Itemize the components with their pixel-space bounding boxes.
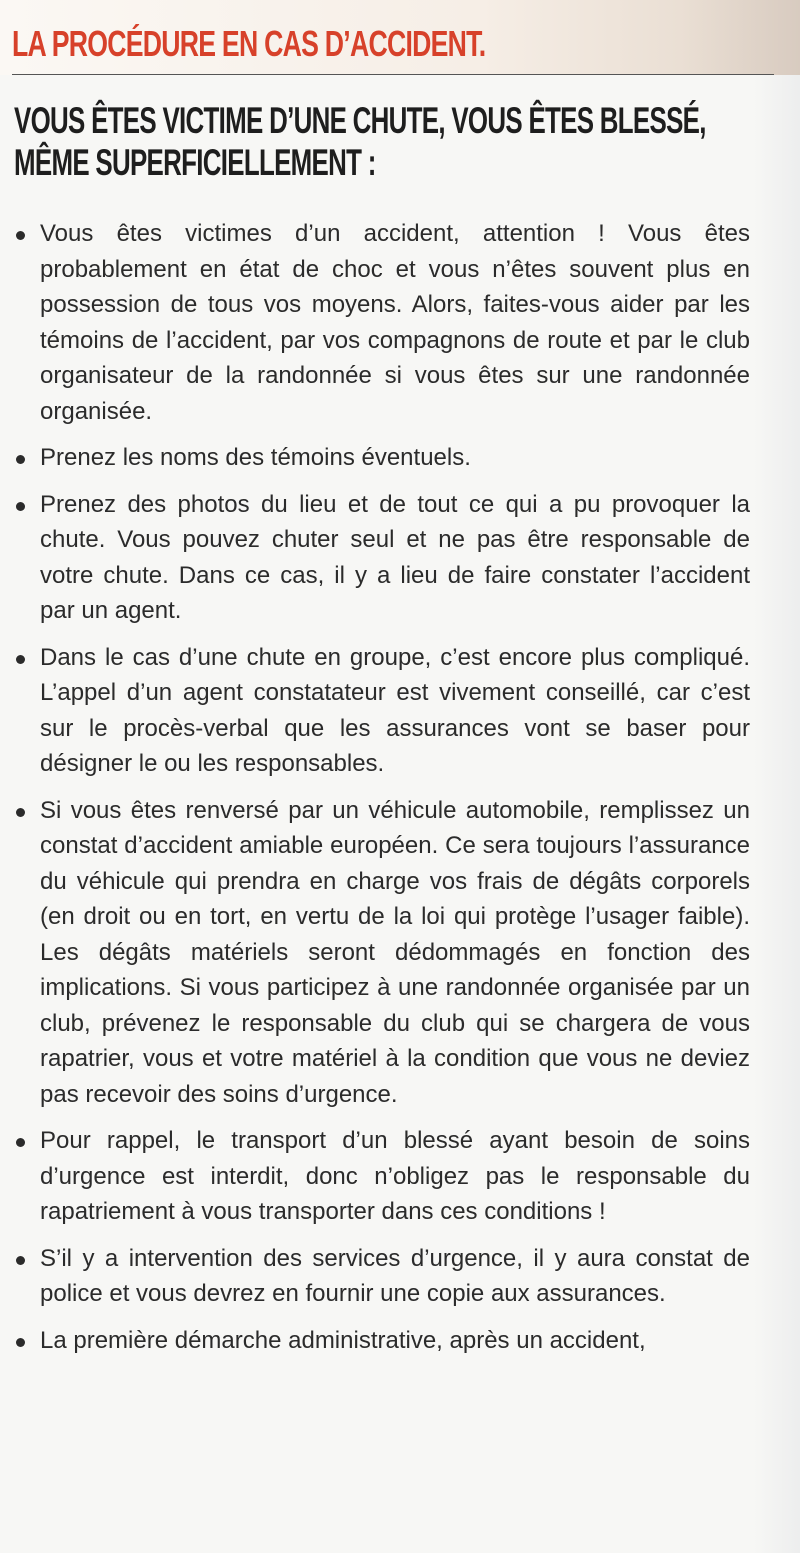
bullet-item [14,487,750,629]
page-edge-shadow [754,75,800,1553]
bullet-dot-icon [16,1138,25,1147]
bullet-dot-icon [16,1256,25,1265]
bullet-dot-icon [16,655,25,664]
bullet-text: Prenez des photos du lieu et de tout ce qui a pu provoquer la chute. Vous pouvez chuter seul et ne pas être responsable de votre chute. Dans ce cas, il y a lieu de faire constater l’accident par un agent. [40,490,750,624]
bullet-text: Si vous êtes renversé par un véhicule automobile, remplissez un constat d’accident amiable européen. Ce sera toujours l’assurance du véhicule qui prendra en charge vos frais de dégâts corporels (en droit ou en tort, en vertu de la loi qui protège l’usager faible). Les dégâts matériels seront dédommagés en fonction des implications. Si vous participez à une randonnée organisée par un club, prévenez le responsable du club qui se chargera de vous rapatrier, vous et votre matériel à la condition que vous ne deviez pas recevoir des soins d’urgence. [40,796,750,1108]
headline [14,100,714,184]
bullet-item [14,793,750,1113]
section-title: LA PROCÉDURE EN CAS D’ACCIDENT. [12,23,486,64]
title-divider [12,74,774,75]
bullet-item [14,1241,750,1312]
bullet-item [14,440,750,476]
headline-line-1: VOUS ÊTES VICTIME D’UNE CHUTE, VOUS ÊTES BLESSÉ, [14,100,706,141]
bullet-text: La première démarche administrative, après un accident, [40,1326,646,1354]
bullet-text: Pour rappel, le transport d’un blessé ayant besoin de soins d’urgence est interdit, donc n’obligez pas le responsable du rapatriement à vous transporter dans ces conditions ! [40,1127,750,1225]
bullet-text: Prenez les noms des témoins éventuels. [40,444,471,471]
bullet-dot-icon [16,455,25,464]
bullet-dot-icon [16,808,25,817]
bullet-item [14,1123,750,1230]
bullet-text: Vous êtes victimes d’un accident, attention ! Vous êtes probablement en état de choc et vous n’êtes souvent plus en possession de tous vos moyens. Alors, faites-vous aider par les témoins de l’accident, par vos compagnons de route et par le club organisateur de la randonnée si vous êtes sur une randonnée organisée. [40,220,750,425]
bullet-text: S’il y a intervention des services d’urgence, il y aura constat de police et vous devrez en fournir une copie aux assurances. [40,1244,750,1307]
bullet-dot-icon [16,1338,25,1347]
headline-line-2: MÊME SUPERFICIELLEMENT : [14,142,376,183]
bullet-dot-icon [16,502,25,511]
bullet-item [14,1323,750,1359]
bullet-item [14,216,750,429]
bullet-dot-icon [16,231,25,240]
bullet-list [14,216,750,1369]
bullet-item [14,640,750,782]
bullet-text: Dans le cas d’une chute en groupe, c’est encore plus compliqué. L’appel d’un agent constatateur est vivement conseillé, car c’est sur le procès-verbal que les assurances vont se baser pour désigner le ou les responsables. [40,643,750,777]
